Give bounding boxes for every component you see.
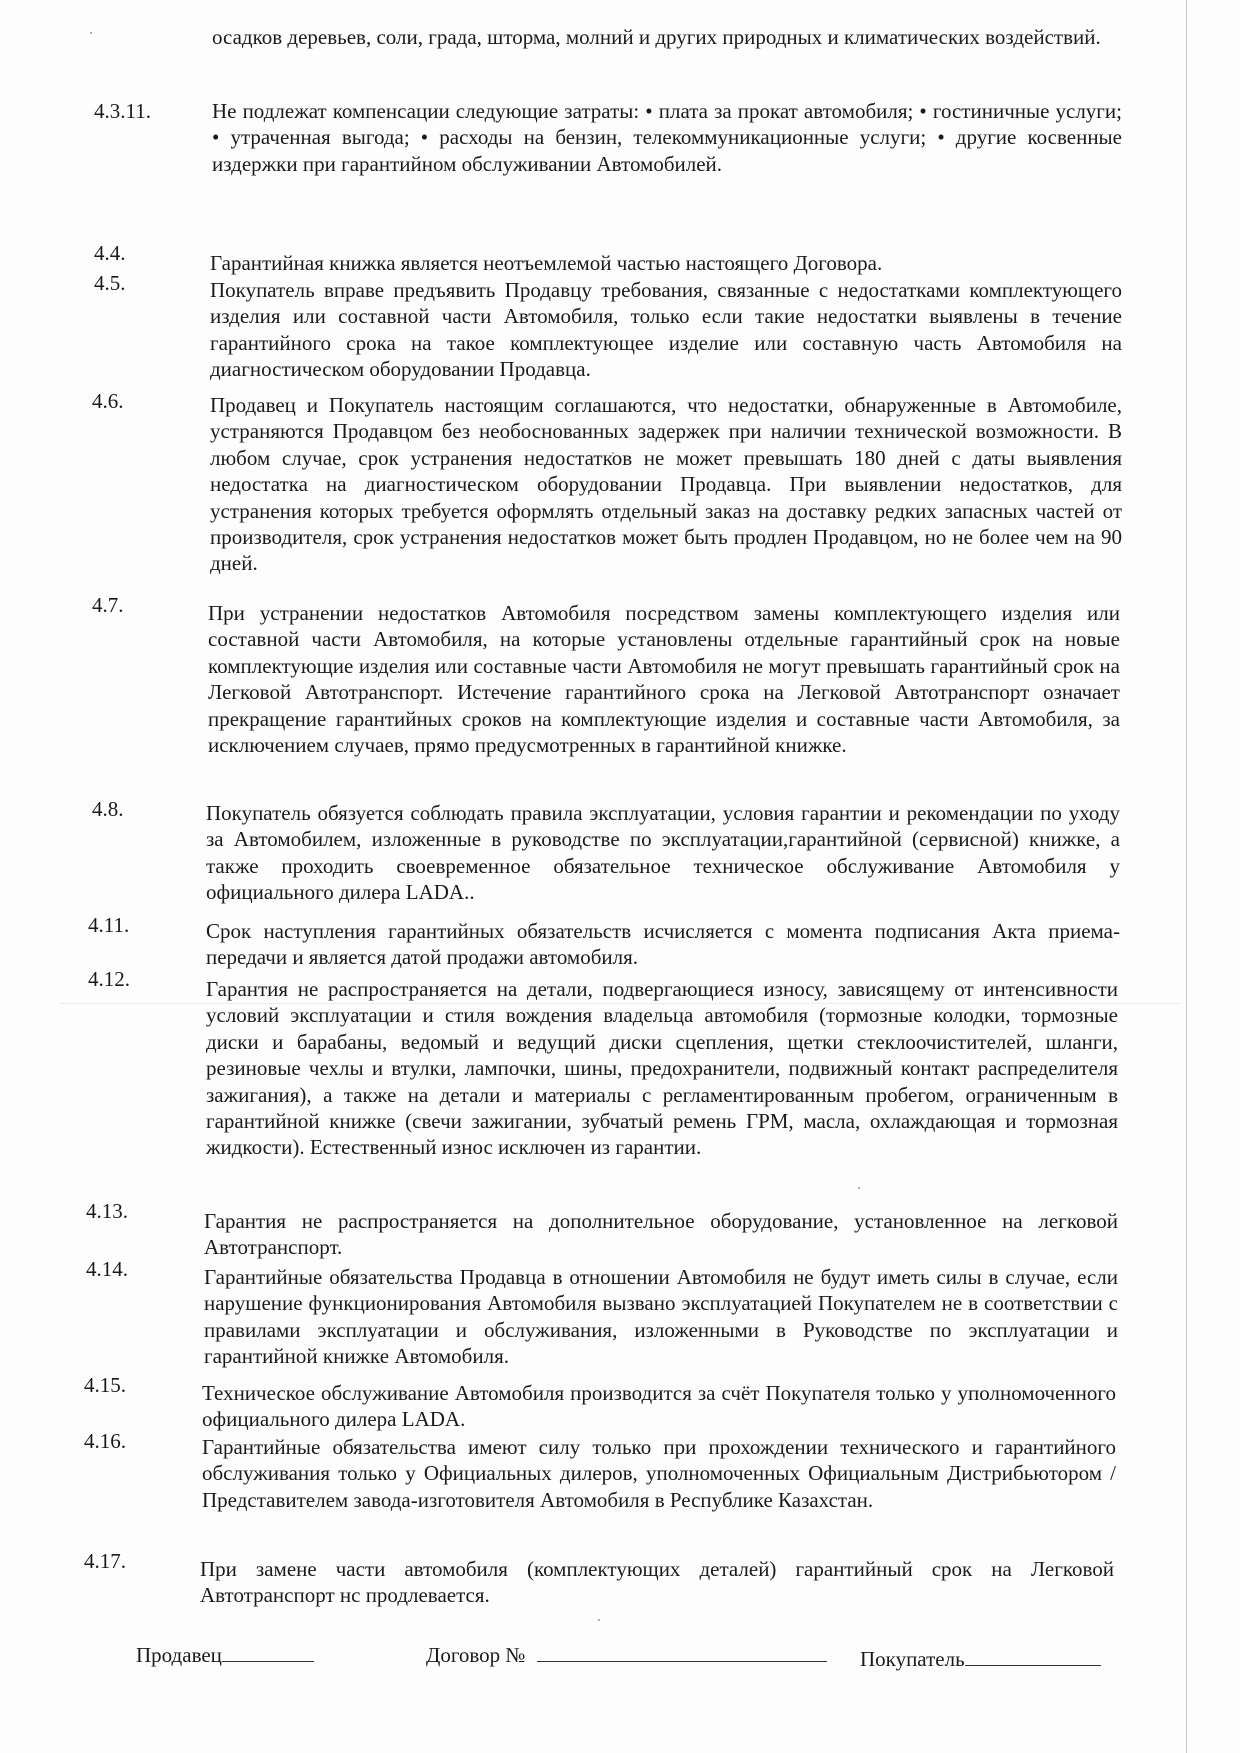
- intro-continuation: осадков деревьев, соли, града, шторма, молний и других природных и климатических воздействий.: [212, 25, 1101, 49]
- clause-number: 4.12.: [88, 967, 130, 991]
- clause-text: Продавец и Покупатель настоящим соглашаются, что недостатки, обнаруженные в Автомобиле, устраняются Продавцом без необоснованных задержек при наличии технической возможности. В любом случае, срок устранения недостатков не может превышать 180 дней с даты выявления недостатка на диагностическом оборудовании Продавца. При выявлении недостатков, для устранения которых требуется оформлять отдельный заказ на доставку редких запасных частей от производителя, срок устранения недостатков может быть продлен Продавцом, но не более чем на 90 дней.: [210, 393, 1122, 576]
- buyer-label: Покупатель: [860, 1647, 965, 1671]
- clause-number: 4.6.: [92, 389, 124, 413]
- contract-label: Договор №: [426, 1643, 526, 1667]
- clause-text: При замене части автомобиля (комплектующих деталей) гарантийный срок на Легковой Автотранспорт нс продлевается.: [200, 1557, 1114, 1608]
- clause-number: 4.16.: [84, 1429, 126, 1453]
- buyer-signature-blank[interactable]: [965, 1647, 1101, 1666]
- clause-text: Гарантия не распространяется на детали, подвергающиеся износу, зависящему от интенсивности условий эксплуатации и стиля вождения владельца автомобиля (тормозные колодки, тормозные диски и барабаны, ведомый и ведущий диски сцепления, щетки стеклоочистителей, шланги, резиновые чехлы и втулки, лампочки, шины, предохранители, подвижный контакт распределителя зажигания), а также на детали и материалы с регламентированным пробегом, ограниченным в гарантийной книжке (свечи зажигании, зубчатый ремень ГРМ, масла, охлаждающая и тормозная жидкости). Естественный износ исключен из гарантии.: [206, 977, 1118, 1160]
- clause-text: Гарантийные обязательства имеют силу только при прохождении технического и гарантийного обслуживания только у Официальных дилеров, уполномоченных Официальным Дистрибьютором / Представителем завода-изготовителя Автомобиля в Республике Казахстан.: [202, 1435, 1116, 1512]
- clause-text: Покупатель вправе предъявить Продавцу требования, связанные с недостатками комплектующего изделия или составной части Автомобиля, только если такие недостатки выявлены в течение гарантийного срока на такое комплектующее изделие или составную часть Автомобиля на диагностическом оборудовании Продавца.: [210, 278, 1122, 382]
- clause-number: 4.17.: [84, 1549, 126, 1573]
- clause-text: Гарантия не распространяется на дополнительное оборудование, установленное на легковой Автотранспорт.: [204, 1209, 1118, 1260]
- clause-number: 4.5.: [94, 271, 126, 295]
- buyer-signature: [860, 1646, 1101, 1672]
- clause-text: Срок наступления гарантийных обязательств исчисляется с момента подписания Акта приема-передачи и является датой продажи автомобиля.: [206, 919, 1120, 970]
- clause-number: 4.4.: [94, 241, 126, 265]
- seller-signature: [136, 1642, 314, 1668]
- scan-edge-line: [1186, 0, 1187, 1753]
- clause-number: 4.14.: [86, 1257, 128, 1281]
- scan-speck: [598, 1619, 600, 1621]
- clause-text: Гарантийные обязательства Продавца в отношении Автомобиля не будут иметь силы в случае, если нарушение функционирования Автомобиля вызвано эксплуатацией Покупателем не в соответствии с правилами эксплуатации и обслуживания, изложенными в Руководстве по эксплуатации и гарантийной книжке Автомобиля.: [204, 1265, 1118, 1369]
- clause-number: 4.8.: [92, 797, 124, 821]
- clause-number: 4.11.: [88, 913, 130, 937]
- contract-number: [426, 1642, 827, 1668]
- clause-text: Покупатель обязуется соблюдать правила эксплуатации, условия гарантии и рекомендации по уходу за Автомобилем, изложенные в руководстве по эксплуатации,гарантийной (сервисной) книжке, а также проходить своевременное обязательное техническое обслуживание Автомобиля у официального дилера LADA..: [206, 801, 1120, 905]
- seller-signature-blank[interactable]: [222, 1643, 314, 1662]
- clause-number: 4.13.: [86, 1199, 128, 1223]
- scan-speck: [90, 32, 92, 34]
- clause-text: Техническое обслуживание Автомобиля производится за счёт Покупателя только у уполномоченного официального дилера LADA.: [202, 1381, 1116, 1432]
- seller-label: Продавец: [136, 1643, 222, 1667]
- scan-speck: [858, 1187, 860, 1189]
- clause-number: 4.15.: [84, 1373, 126, 1397]
- clause-number: 4.3.11.: [94, 99, 151, 123]
- clause-text: Не подлежат компенсации следующие затраты: • плата за прокат автомобиля; • гостиничные услуги; • утраченная выгода; • расходы на бензин, телекоммуникационные услуги; • другие косвенные издержки при гарантийном обслуживании Автомобилей.: [212, 99, 1122, 176]
- contract-number-blank[interactable]: [537, 1643, 827, 1662]
- clause-text: Гарантийная книжка является неотъемлемой частью настоящего Договора.: [210, 251, 883, 275]
- clause-text: При устранении недостатков Автомобиля посредством замены комплектующего изделия или составной части Автомобиля, на которые установлены отдельные гарантийный срок на новые комплектующие изделия или составные части Автомобиля не могут превышать гарантийный срок на Легковой Автотранспорт. Истечение гарантийного срока на Легковой Автотранспорт означает прекращение гарантийных сроков на комплектующие изделия и составные части Автомобиля, за исключением случаев, прямо предусмотренных в гарантийной книжке.: [208, 601, 1120, 758]
- clause-number: 4.7.: [92, 593, 124, 617]
